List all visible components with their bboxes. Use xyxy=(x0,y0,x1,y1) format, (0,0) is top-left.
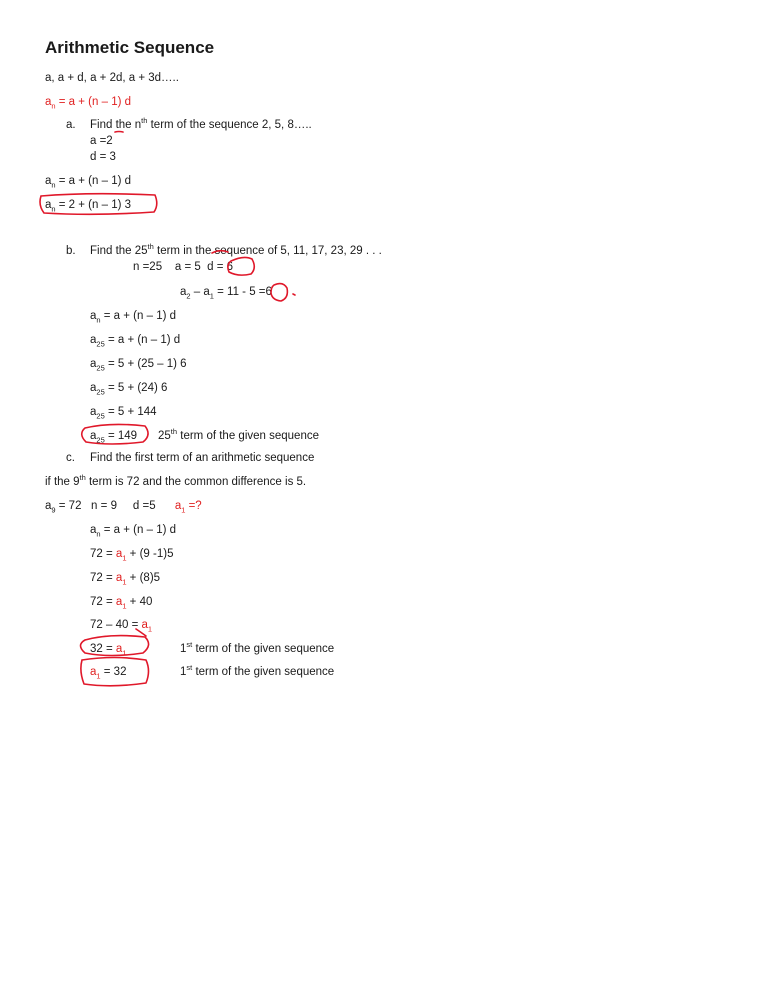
dot-diff-result xyxy=(293,294,295,295)
part-b-label: b. xyxy=(66,245,76,257)
part-a-d-given: d = 3 xyxy=(90,151,116,163)
part-c-step-5: $72 - 40 = a_1$ xyxy=(90,619,153,634)
part-c-caption-2: 1st term of the given sequence xyxy=(180,663,335,678)
part-c-answer: $a_1 = 32$ xyxy=(90,666,127,681)
part-c-label: c. xyxy=(66,452,75,464)
part-c-step-3: $72 = a_1 + (8)5$ xyxy=(90,572,161,587)
part-c-given: $a_9 = 72$ n = 9 d =5 $a_1$ =? xyxy=(45,500,202,515)
part-c-step-6: $32 = a_1$ xyxy=(90,643,127,658)
part-b-step-5: $a_{25} = 5 + 144$ xyxy=(90,406,157,421)
part-a-question: Find the $n^{th}$ term of the sequence 2, 5, 8….. xyxy=(90,116,312,131)
part-b-question: Find the 25th term in the sequence of 5, 11, 17, 23, 29 . . . xyxy=(90,242,382,257)
general-formula: $a_n = a + (n - 1)$ d xyxy=(45,96,132,111)
part-c-step-2: $72 = a_1 + (9$ -1)5 xyxy=(90,548,174,563)
part-b-step-2: $a_{25} = a + (n - 1)$ d xyxy=(90,334,181,349)
part-a-formula: $a_n = a + (n - 1)$ d xyxy=(45,175,132,190)
part-b-given: n =25 a = 5 d = 6 xyxy=(133,261,234,273)
part-c-question-2: if the 9th term is 72 and the common difference is 5. xyxy=(45,473,307,488)
circle-diff-result xyxy=(271,284,287,301)
part-b-step-1: $a_n = a + (n - 1)$ d xyxy=(90,310,177,325)
part-c-step-1: $a_n = a + (n - 1)$ d xyxy=(90,524,177,539)
part-b-diff-result: 6 xyxy=(265,286,272,298)
part-b-difference: $a_2 - a_1 = 11 - 5 =6$ xyxy=(180,286,272,301)
part-b-caption: 25th term of the given sequence xyxy=(158,427,319,442)
part-a-label: a. xyxy=(66,119,76,131)
part-b-answer: $a_{25} = 149$ xyxy=(90,430,138,445)
part-c-question: Find the first term of an arithmetic sequence xyxy=(90,452,315,464)
part-c-caption-1: 1st term of the given sequence xyxy=(180,640,335,655)
general-sequence: a, a + d, a + 2d, a + 3d….. xyxy=(45,72,179,84)
page-title: Arithmetic Sequence xyxy=(45,38,215,57)
part-b-step-3: $a_{25} = 5 + (25 - 1)$ 6 xyxy=(90,358,187,373)
part-a-answer: $a_n = 2 + (n - 1)$ 3 xyxy=(45,199,132,214)
part-a-a-given: a =2 xyxy=(90,135,113,147)
part-b-step-4: $a_{25} = 5 + (24)$ 6 xyxy=(90,382,168,397)
part-b-d-circled: d = 6 xyxy=(207,261,234,273)
part-c-step-4: $72 = a_1 + 40$ xyxy=(90,596,153,611)
